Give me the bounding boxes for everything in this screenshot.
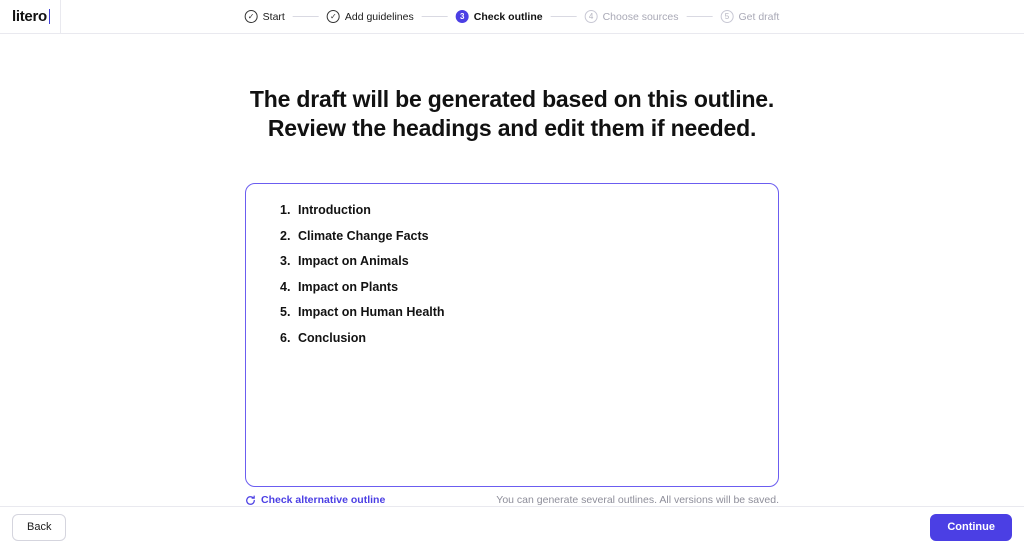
list-item-number: 5. (280, 305, 291, 320)
step-label: Check outline (473, 10, 543, 23)
outline-card[interactable] (245, 183, 779, 487)
check-alternative-outline-button[interactable] (245, 494, 385, 506)
step-connector (686, 16, 712, 17)
list-item-label: Introduction (298, 203, 371, 218)
step-choose-sources[interactable] (585, 10, 679, 23)
step-label: Add guidelines (344, 10, 414, 23)
step-number-badge: 4 (585, 10, 598, 23)
list-item-label: Climate Change Facts (298, 228, 429, 243)
step-connector (551, 16, 577, 17)
brand-name: litero (12, 8, 47, 25)
check-icon: ✓ (327, 10, 340, 23)
list-item[interactable] (280, 255, 754, 268)
step-check-outline[interactable] (456, 10, 543, 23)
step-get-draft[interactable] (720, 10, 779, 23)
page-title-line-2: Review the headings and edit them if needed. (267, 115, 757, 142)
page-title-line-1: The draft will be generated based on this outline. (249, 86, 775, 113)
list-item[interactable] (280, 230, 754, 243)
back-button[interactable]: Back (12, 514, 66, 541)
list-item-number: 4. (280, 279, 291, 294)
list-item-label: Impact on Animals (298, 254, 409, 269)
step-number-badge: 3 (456, 10, 469, 23)
list-item-number: 1. (280, 203, 291, 218)
outline-hint-text: You can generate several outlines. All versions will be saved. (496, 494, 779, 507)
list-item-label: Impact on Plants (298, 279, 399, 294)
list-item-number: 3. (280, 254, 291, 269)
list-item[interactable] (280, 332, 754, 345)
step-number-badge: 5 (720, 10, 733, 23)
outline-list (270, 204, 754, 344)
outline-card-footer (245, 494, 779, 506)
step-label: Start (262, 10, 285, 23)
step-connector (422, 16, 448, 17)
main-content (0, 34, 1024, 506)
step-label: Get draft (738, 10, 780, 23)
brand-caret-icon (49, 9, 50, 24)
list-item-number: 6. (280, 330, 291, 345)
check-alternative-outline-label: Check alternative outline (261, 494, 386, 507)
list-item-label: Impact on Human Health (298, 305, 445, 320)
list-item[interactable] (280, 306, 754, 319)
list-item[interactable] (280, 281, 754, 294)
step-connector (293, 16, 319, 17)
list-item[interactable] (280, 204, 754, 217)
step-start[interactable] (245, 10, 285, 23)
list-item-number: 2. (280, 228, 291, 243)
continue-button[interactable]: Continue (930, 514, 1012, 541)
brand-divider (60, 0, 61, 33)
progress-stepper (245, 10, 780, 23)
step-add-guidelines[interactable] (327, 10, 414, 23)
check-icon: ✓ (245, 10, 258, 23)
step-label: Choose sources (602, 10, 679, 23)
list-item-label: Conclusion (298, 330, 367, 345)
bottom-bar (0, 506, 1024, 548)
top-bar (0, 0, 1024, 34)
page-title (250, 85, 774, 143)
brand-logo[interactable] (0, 0, 60, 33)
refresh-icon (245, 495, 256, 506)
